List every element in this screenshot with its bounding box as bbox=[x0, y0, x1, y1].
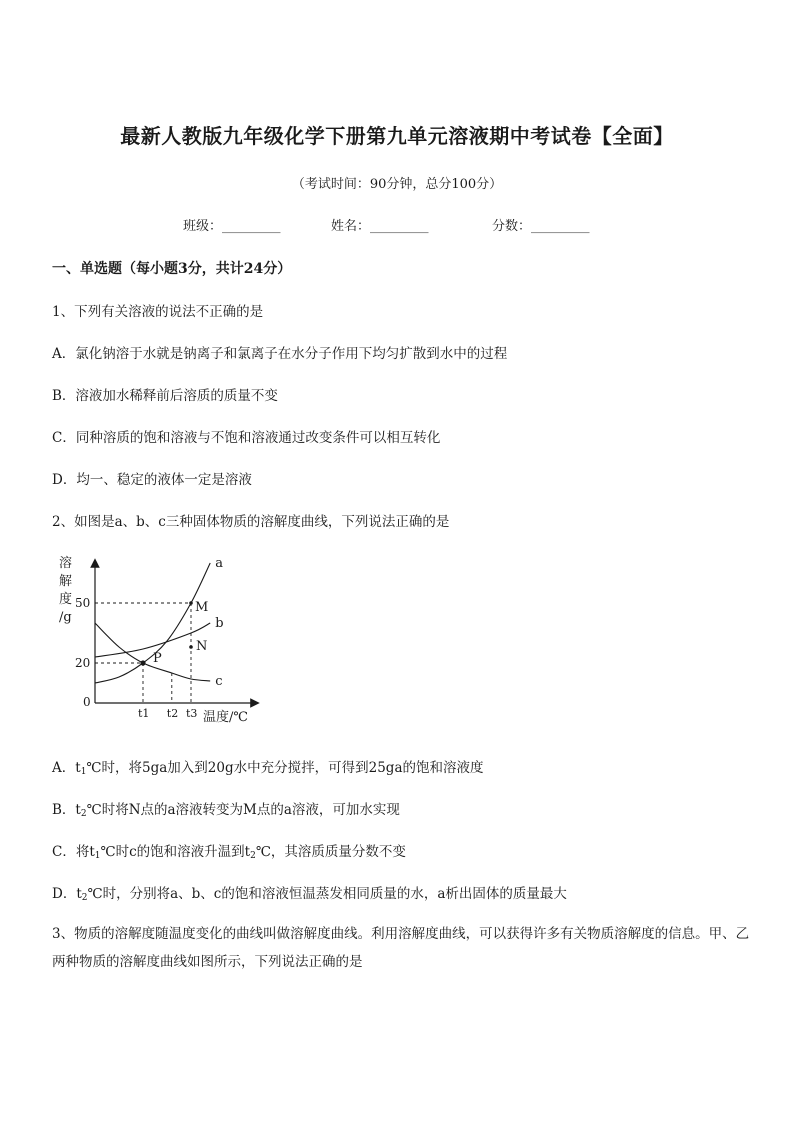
origin-label: 0 bbox=[83, 695, 91, 709]
y-axis-label: 度 bbox=[59, 592, 73, 607]
series-label-c: c bbox=[215, 674, 223, 689]
y-axis-label: 解 bbox=[59, 574, 73, 589]
series-label-a: a bbox=[215, 556, 223, 571]
y-tick-label: 20 bbox=[75, 656, 91, 670]
question-2-stem: 2、如图是a、b、c三种固体物质的溶解度曲线，下列说法正确的是 bbox=[52, 514, 450, 530]
point-n bbox=[189, 645, 193, 649]
point-label-m: M bbox=[195, 600, 209, 615]
y-axis-label: 溶 bbox=[59, 556, 73, 571]
question-1-option-a: A．氯化钠溶于水就是钠离子和氯离子在水分子作用下均匀扩散到水中的过程 bbox=[52, 346, 508, 362]
question-2-option-b: B．$t_2℃$时将N点的a溶液转变为M点的a溶液，可加水实现 bbox=[52, 802, 400, 819]
question-1-option-d: D．均一、稳定的液体一定是溶液 bbox=[52, 472, 252, 488]
series-label-b: b bbox=[215, 616, 224, 631]
question-2-option-c: C．将$t_1℃$时c的饱和溶液升温到$t_2℃$，其溶质质量分数不变 bbox=[52, 844, 406, 861]
point-label-p: P bbox=[153, 651, 162, 666]
x-tick-label: t3 bbox=[186, 707, 198, 720]
x-axis-label: 温度/℃ bbox=[203, 710, 248, 725]
point-m bbox=[189, 601, 193, 605]
name-field: 姓名：_________ bbox=[331, 219, 429, 234]
question-3-stem: 3、物质的溶解度随温度变化的曲线叫做溶解度曲线。利用溶解度曲线，可以获得许多有关物质溶解度的信息。甲、乙两种物质的溶解度曲线如图所示，下列说法正确的是 bbox=[52, 926, 750, 970]
point-label-n: N bbox=[196, 639, 208, 654]
chart-guides bbox=[95, 603, 191, 703]
chart-axes bbox=[95, 563, 255, 703]
x-tick-label: t2 bbox=[166, 707, 179, 720]
chart-labels bbox=[59, 555, 248, 725]
question-2-option-d: D．$t_2℃$时，分别将a、b、c的饱和溶液恒温蒸发相同质量的水，a析出固体的质量最大 bbox=[52, 886, 567, 903]
page-title: 最新人教版九年级化学下册第九单元溶液期中考试卷【全面】 bbox=[120, 124, 674, 148]
exam-duration: （考试时间：90分钟，总分100分） bbox=[291, 177, 503, 192]
score-field: 分数：_________ bbox=[492, 219, 590, 234]
y-tick-label: 50 bbox=[75, 596, 91, 610]
y-axis-label: /g bbox=[59, 610, 72, 625]
point-p bbox=[140, 660, 145, 665]
question-1-stem: 1、下列有关溶液的说法不正确的是 bbox=[52, 304, 264, 320]
solubility-chart bbox=[55, 553, 275, 728]
section-heading: 一、单选题（每小题3分，共计24分） bbox=[52, 261, 292, 277]
question-1-option-c: C．同种溶质的饱和溶液与不饱和溶液通过改变条件可以相互转化 bbox=[52, 430, 441, 446]
x-tick-label: t1 bbox=[138, 707, 150, 720]
question-1-option-b: B．溶液加水稀释前后溶质的质量不变 bbox=[52, 388, 278, 404]
class-field: 班级：_________ bbox=[183, 219, 281, 234]
question-2-option-a: A．$t_1℃$时，将5ga加入到20g水中充分搅拌，可得到25ga的饱和溶液度 bbox=[52, 760, 484, 777]
